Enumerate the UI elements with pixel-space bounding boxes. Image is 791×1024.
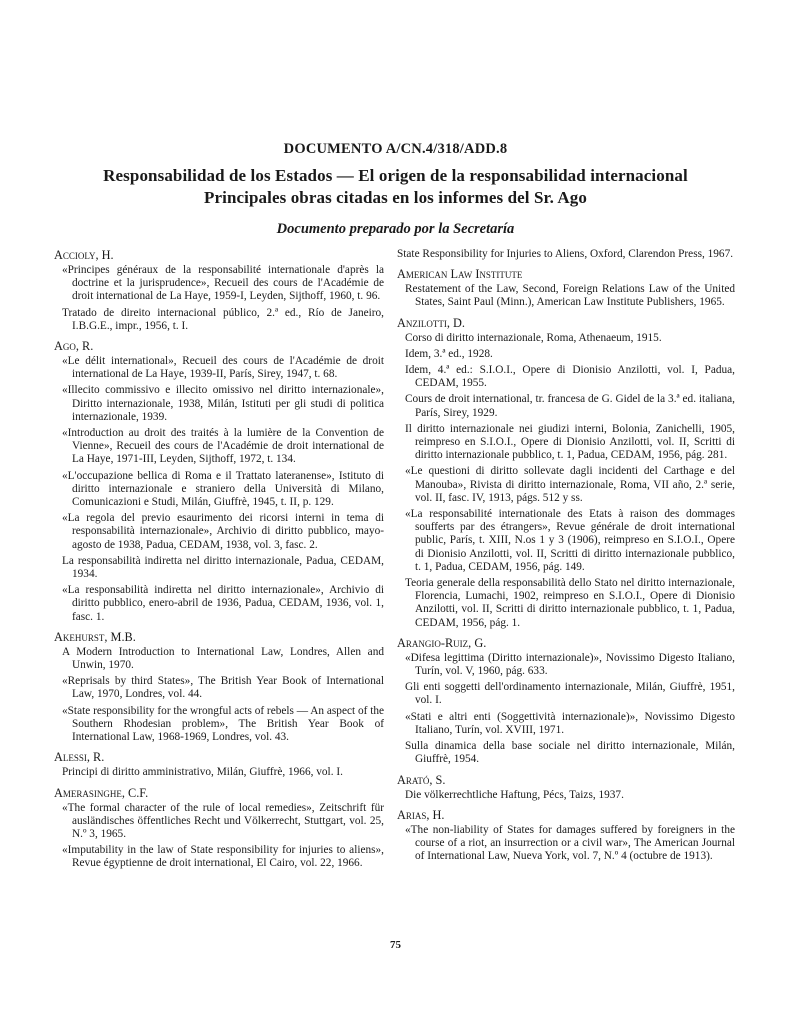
bibliography-entry: Principi di diritto amministrativo, Milán, Giuffrè, 1966, vol. I. (62, 766, 343, 779)
document-code: DOCUMENTO A/CN.4/318/ADD.8 (283, 141, 508, 157)
left-column (54, 248, 384, 874)
author-heading: Arias, H. (397, 807, 445, 822)
author-heading: Anzilotti, D. (397, 315, 465, 330)
bibliography-entry: «Principes généraux de la responsabilité internationale d'après la doctrine et la jurisprudence», Recueil des cours de l'Académie de droit international de La Haye, 1959-I, Leyden, Sijthoff, 1960, t. 96. (62, 264, 384, 303)
bibliography-entry: «State responsibility for the wrongful acts of rebels — An aspect of the Southern Rhodesian problem», The British Year Book of International Law, 1968-1969, Londres, vol. 43. (62, 704, 384, 744)
title-line-1: Responsabilidad de los Estados — El origen de la responsabilidad internacional (103, 166, 688, 185)
author-heading: Arató, S. (397, 772, 446, 787)
bibliography-entry: «Le questioni di diritto sollevate dagli incidenti del Carthage e del Manouba», Rivista di diritto internazionale, Roma, VII año, 2.ª serie, vol. II, fasc. IV, 1913, págs. 512 y ss. (405, 465, 735, 504)
bibliography-entry: Il diritto internazionale nei giudizi interni, Bolonia, Zanichelli, 1905, reimpreso en S.I.O.I., Opere di Dionisio Anzilotti, vol. II, Scritti di diritto internazionale pubblico, t. 1, Padua, CEDAM, 1956, pág. 281. (405, 422, 735, 462)
author-heading: American Law Institute (397, 267, 523, 282)
bibliography-entry: «Stati e altri enti (Soggettività internazionale)», Novissimo Digesto Italiano, Turín, vol. XVIII, 1971. (405, 710, 735, 736)
bibliography-entry: Die völkerrechtliche Haftung, Pécs, Taizs, 1937. (405, 788, 624, 801)
author-heading: Accioly, H. (54, 248, 114, 262)
bibliography-entry: A Modern Introduction to International Law, Londres, Allen and Unwin, 1970. (62, 645, 384, 672)
bibliography-entry: «Le délit international», Recueil des cours de l'Académie de droit international de La Haye, 1939-II, París, Sirey, 1947, t. 68. (62, 355, 384, 381)
bibliography-entry: Tratado de direito internacional público, 2.ª ed., Río de Janeiro, I.B.G.E., impr., 1956, t. I. (62, 306, 384, 332)
bibliography-entry: Cours de droit international, tr. francesa de G. Gidel de la 3.ª ed. italiana, París, Sirey, 1929. (405, 393, 735, 419)
right-column (397, 248, 735, 866)
bibliography-entry: «Reprisals by third States», The British Year Book of International Law, 1970, Londres, vol. 44. (62, 675, 384, 701)
bibliography-entry: Restatement of the Law, Second, Foreign Relations Law of the United States, Saint Paul (Minn.), American Law Institute Publishers, 1965. (405, 283, 735, 309)
bibliography-entry: «La responsabilità indiretta nel diritto internazionale», Archivio di diritto pubblico, enero-abril de 1936, Padua, CEDAM, 1936, vol. 1, fasc. 1. (62, 584, 384, 623)
bibliography-entry: «Imputability in the law of State responsibility for injuries to aliens», Revue égyptienne de droit international, El Cairo, vol. 22, 1966. (62, 844, 384, 870)
bibliography-entry: «Difesa legittima (Diritto internazionale)», Novissimo Digesto Italiano, Turín, vol. V, 1960, pág. 633. (405, 651, 735, 678)
bibliography-entry: «The formal character of the rule of local remedies», Zeitschrift für ausländisches öffentliches Recht und Völkerrecht, Stuttgart, vol. 25, N.º 3, 1965. (62, 801, 384, 840)
bibliography-entry: Sulla dinamica della base sociale nel diritto internazionale, Milán, Giuffrè, 1954. (405, 740, 735, 766)
page-number: 75 (390, 939, 401, 951)
bibliography-entry: Idem, 3.ª ed., 1928. (405, 347, 493, 360)
bibliography-entry: «The non-liability of States for damages suffered by foreigners in the course of a riot, an insurrection or a civil war», The American Journal of International Law, Nueva York, vol. 7, N.º 4 (octubre de 1913). (405, 823, 735, 863)
bibliography-entry: Corso di diritto internazionale, Roma, Athenaeum, 1915. (405, 331, 662, 344)
bibliography-entry: Teoria generale della responsabilità dello Stato nel diritto internazionale, Florencia, Lumachi, 1902, reimpreso en S.I.O.I., Opere di Dionisio Anzilotti, vol. II, Scritti di diritto internazionale pubblico, t. 1, Padua, CEDAM, 1956, pág. 1. (405, 577, 735, 629)
bibliography-entry: «Illecito commissivo e illecito omissivo nel diritto internazionale», Diritto internazionale, 1938, Milán, Istituti per gli studi di politica internazionale, 1939. (62, 384, 384, 423)
bibliography-entry: «L'occupazione bellica di Roma e il Trattato lateranense», Istituto di diritto internazionale e straniero della Università di Milano, Comunicazioni e Studi, Milán, Giuffrè, 1945, t. II, p. 129. (62, 469, 384, 509)
author-heading: Alessi, R. (54, 750, 105, 765)
author-heading: Amerasinghe, C.F. (54, 785, 149, 800)
bibliography-entry: «Introduction au droit des traités à la lumière de la Convention de Vienne», Recueil des cours de l'Académie de droit international de La Haye, 1971-III, Leyden, Sijthoff, 1972, t. 134. (62, 427, 384, 466)
author-heading: Akehurst, M.B. (54, 629, 136, 644)
subtitle: Documento preparado por la Secretaría (276, 221, 515, 237)
bibliography-entry: «La regola del previo esaurimento dei ricorsi interni in tema di responsabilità internazionale», Archivio di diritto pubblico, mayo-agosto de 1938, Padua, CEDAM, 1938, vol. 3, fasc. 2. (62, 512, 384, 551)
author-heading: Arangio-Ruiz, G. (397, 635, 487, 650)
bibliography-entry-continued: State Responsibility for Injuries to Aliens, Oxford, Clarendon Press, 1967. (397, 248, 734, 260)
bibliography-entry: Idem, 4.ª ed.: S.I.O.I., Opere di Dionisio Anzilotti, vol. I, Padua, CEDAM, 1955. (405, 364, 735, 390)
bibliography-entry: «La responsabilité internationale des Etats à raison des dommages soufferts par des étrangers», Revue générale de droit international public, París, t. XIII, N.os 1 y 3 (1906), reimpreso en S.I.O.I., Opere di Dionisio Anzilotti, vol. II, Scritti di diritto internazionale pubblico, t. 1, Padua, CEDAM, 1956, pág. 149. (405, 508, 735, 573)
author-heading: Ago, R. (54, 339, 94, 354)
bibliography-entry: Gli enti soggetti dell'ordinamento internazionale, Milán, Giuffrè, 1951, vol. I. (405, 681, 735, 707)
bibliography-entry: La responsabilità indiretta nel diritto internazionale, Padua, CEDAM, 1934. (62, 554, 384, 581)
title-line-2: Principales obras citadas en los informes del Sr. Ago (204, 188, 587, 207)
